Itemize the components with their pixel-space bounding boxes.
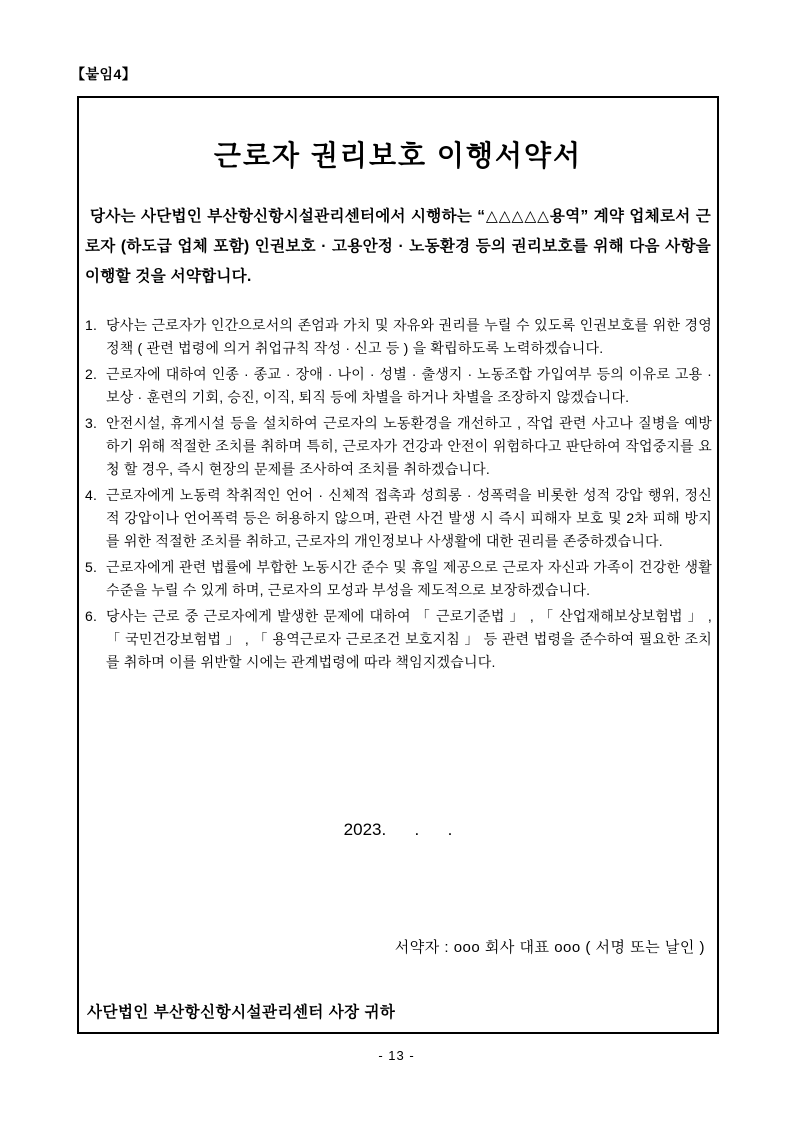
document-title: 근로자 권리보호 이행서약서: [213, 140, 583, 171]
pledge-item: [85, 363, 712, 409]
item-number: 2.: [85, 366, 98, 382]
recipient-line: 사단법인 부산항신항시설관리센터 사장 귀하: [87, 1004, 396, 1021]
attachment-label: 【붙임4】: [71, 66, 137, 82]
pledge-item: [85, 484, 712, 553]
date-line: 2023. . .: [343, 820, 453, 839]
item-text: 근로자에게 노동력 착취적인 언어 · 신체적 접촉과 성희롱 · 성폭력을 비롯한 성적 강압 행위, 정신적 강압이나 언어폭력 등은 허용하지 않으며, 관련 사건 발생 시 즉시 피해자 보호 및 2차 피해 방지를 위한 적절한 조치를 취하고, 근로자의 개인정보나 사생활에 대한 권리를 존중하겠습니다.: [106, 487, 712, 549]
pledge-item: [85, 314, 712, 360]
item-text: 근로자에게 관련 법률에 부합한 노동시간 준수 및 휴일 제공으로 근로자 자신과 가족이 건강한 생활수준을 누릴 수 있게 하며, 근로자의 모성과 부성을 제도적으로 보장하겠습니다.: [106, 559, 712, 598]
item-text: 안전시설, 휴게시설 등을 설치하여 근로자의 노동환경을 개선하고 , 작업 관련 사고나 질병을 예방하기 위해 적절한 조치를 취하며 특히, 근로자가 건강과 안전이 위험하다고 판단하여 작업중지를 요청 할 경우, 즉시 현장의 문제를 조사하여 조치를 취하겠습니다.: [106, 415, 712, 477]
item-number: 6.: [85, 608, 98, 624]
page-number: - 13 -: [378, 1048, 415, 1063]
pledge-item: [85, 605, 712, 674]
item-number: 1.: [85, 317, 98, 333]
pledge-item: [85, 412, 712, 481]
signer-line: 서약자 : ooo 회사 대표 ooo ( 서명 또는 날인 ): [394, 939, 705, 956]
intro-paragraph: 당사는 사단법인 부산항신항시설관리센터에서 시행하는 “△△△△△용역” 계약 업체로서 근로자 (하도급 업체 포함) 인권보호 · 고용안정 · 노동환경 등의 권리보호를 위해 다음 사항을 이행할 것을 서약합니다.: [85, 208, 711, 285]
item-text: 근로자에 대하여 인종 · 종교 · 장애 · 나이 · 성별 · 출생지 · 노동조합 가입여부 등의 이유로 고용 · 보상 · 훈련의 기회, 승진, 이직, 퇴직 등에 차별을 하거나 차별을 조장하지 않겠습니다.: [106, 366, 712, 405]
pledge-document-box: [77, 96, 719, 1034]
pledge-items-list: [85, 314, 712, 674]
item-text: 당사는 근로자가 인간으로서의 존엄과 가치 및 자유와 권리를 누릴 수 있도록 인권보호를 위한 경영정책 ( 관련 법령에 의거 취업규칙 작성 · 신고 등 ) 을 확립하도록 노력하겠습니다.: [106, 317, 712, 356]
pledge-item: [85, 556, 712, 602]
item-number: 5.: [85, 559, 98, 575]
item-number: 3.: [85, 415, 98, 431]
item-number: 4.: [85, 487, 98, 503]
item-text: 당사는 근로 중 근로자에게 발생한 문제에 대하여 「 근로기준법 」 , 「 산업재해보상보험법 」 , 「 국민건강보험법 」 , 「 용역근로자 근로조건 보호지침 」 등 관련 법령을 준수하여 필요한 조치를 취하며 이를 위반할 시에는 관계법령에 따라 책임지겠습니다.: [106, 608, 712, 670]
